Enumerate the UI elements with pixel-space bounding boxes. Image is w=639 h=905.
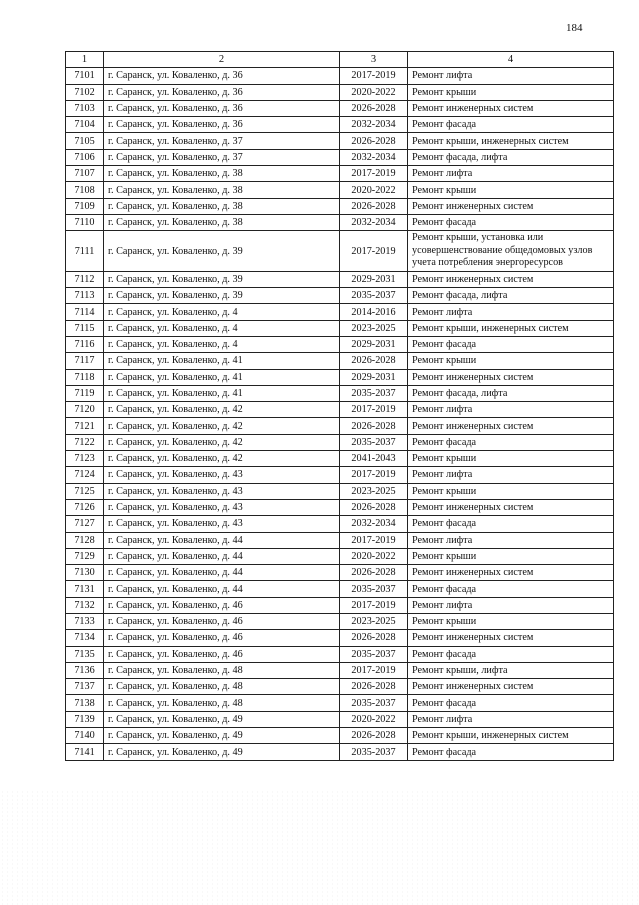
row-number-cell: 7116 (66, 336, 104, 352)
address-cell: г. Саранск, ул. Коваленко, д. 44 (104, 532, 340, 548)
table-row (66, 451, 614, 467)
period-cell: 2020-2022 (340, 84, 408, 100)
works-cell: Ремонт инженерных систем (408, 499, 614, 515)
works-cell: Ремонт крыши (408, 353, 614, 369)
table-row (66, 467, 614, 483)
row-number-cell: 7101 (66, 68, 104, 84)
row-number-cell: 7141 (66, 744, 104, 760)
row-number-cell: 7120 (66, 402, 104, 418)
address-cell: г. Саранск, ул. Коваленко, д. 36 (104, 100, 340, 116)
address-cell: г. Саранск, ул. Коваленко, д. 41 (104, 369, 340, 385)
period-cell: 2026-2028 (340, 565, 408, 581)
period-cell: 2032-2034 (340, 214, 408, 230)
period-cell: 2032-2034 (340, 117, 408, 133)
address-cell: г. Саранск, ул. Коваленко, д. 41 (104, 353, 340, 369)
row-number-cell: 7133 (66, 614, 104, 630)
row-number-cell: 7111 (66, 231, 104, 272)
row-number-cell: 7128 (66, 532, 104, 548)
period-cell: 2029-2031 (340, 336, 408, 352)
row-number-cell: 7122 (66, 434, 104, 450)
works-cell: Ремонт крыши, инженерных систем (408, 133, 614, 149)
table-row (66, 499, 614, 515)
works-cell: Ремонт крыши, лифта (408, 662, 614, 678)
works-cell: Ремонт инженерных систем (408, 418, 614, 434)
works-cell: Ремонт инженерных систем (408, 565, 614, 581)
scan-noise (0, 790, 639, 905)
works-cell: Ремонт крыши, инженерных систем (408, 320, 614, 336)
row-number-cell: 7106 (66, 149, 104, 165)
period-cell: 2035-2037 (340, 695, 408, 711)
address-cell: г. Саранск, ул. Коваленко, д. 4 (104, 320, 340, 336)
address-cell: г. Саранск, ул. Коваленко, д. 42 (104, 418, 340, 434)
address-cell: г. Саранск, ул. Коваленко, д. 39 (104, 231, 340, 272)
address-cell: г. Саранск, ул. Коваленко, д. 43 (104, 467, 340, 483)
table-row (66, 711, 614, 727)
period-cell: 2026-2028 (340, 630, 408, 646)
works-cell: Ремонт крыши (408, 548, 614, 564)
table-row (66, 198, 614, 214)
header-row (66, 52, 614, 68)
period-cell: 2035-2037 (340, 744, 408, 760)
period-cell: 2029-2031 (340, 369, 408, 385)
row-number-cell: 7115 (66, 320, 104, 336)
address-cell: г. Саранск, ул. Коваленко, д. 42 (104, 434, 340, 450)
period-cell: 2032-2034 (340, 516, 408, 532)
period-cell: 2041-2043 (340, 451, 408, 467)
row-number-cell: 7132 (66, 597, 104, 613)
works-cell: Ремонт крыши, инженерных систем (408, 728, 614, 744)
table-row (66, 434, 614, 450)
period-cell: 2017-2019 (340, 166, 408, 182)
address-cell: г. Саранск, ул. Коваленко, д. 36 (104, 68, 340, 84)
table-row (66, 597, 614, 613)
works-cell: Ремонт фасада, лифта (408, 288, 614, 304)
table-row (66, 614, 614, 630)
table-body (66, 68, 614, 760)
period-cell: 2026-2028 (340, 353, 408, 369)
address-cell: г. Саранск, ул. Коваленко, д. 44 (104, 581, 340, 597)
works-cell: Ремонт фасада (408, 434, 614, 450)
address-cell: г. Саранск, ул. Коваленко, д. 44 (104, 565, 340, 581)
period-cell: 2026-2028 (340, 198, 408, 214)
address-cell: г. Саранск, ул. Коваленко, д. 36 (104, 84, 340, 100)
row-number-cell: 7114 (66, 304, 104, 320)
period-cell: 2032-2034 (340, 149, 408, 165)
address-cell: г. Саранск, ул. Коваленко, д. 38 (104, 214, 340, 230)
page-number: 184 (566, 22, 583, 34)
period-cell: 2026-2028 (340, 418, 408, 434)
works-cell: Ремонт фасада (408, 117, 614, 133)
address-cell: г. Саранск, ул. Коваленко, д. 42 (104, 402, 340, 418)
period-cell: 2035-2037 (340, 434, 408, 450)
works-cell: Ремонт инженерных систем (408, 369, 614, 385)
address-cell: г. Саранск, ул. Коваленко, д. 38 (104, 182, 340, 198)
works-cell: Ремонт лифта (408, 597, 614, 613)
table-row (66, 320, 614, 336)
row-number-cell: 7139 (66, 711, 104, 727)
works-cell: Ремонт фасада (408, 646, 614, 662)
works-cell: Ремонт лифта (408, 532, 614, 548)
period-cell: 2035-2037 (340, 385, 408, 401)
row-number-cell: 7140 (66, 728, 104, 744)
period-cell: 2029-2031 (340, 271, 408, 287)
address-cell: г. Саранск, ул. Коваленко, д. 46 (104, 646, 340, 662)
works-cell: Ремонт крыши (408, 182, 614, 198)
table-row (66, 418, 614, 434)
address-cell: г. Саранск, ул. Коваленко, д. 4 (104, 336, 340, 352)
period-cell: 2026-2028 (340, 133, 408, 149)
works-cell: Ремонт лифта (408, 166, 614, 182)
works-cell: Ремонт фасада (408, 214, 614, 230)
address-cell: г. Саранск, ул. Коваленко, д. 38 (104, 166, 340, 182)
row-number-cell: 7136 (66, 662, 104, 678)
row-number-cell: 7109 (66, 198, 104, 214)
table-row (66, 166, 614, 182)
table-row (66, 353, 614, 369)
address-cell: г. Саранск, ул. Коваленко, д. 46 (104, 614, 340, 630)
table-row (66, 679, 614, 695)
header-col-2: 2 (104, 52, 340, 68)
row-number-cell: 7137 (66, 679, 104, 695)
works-cell: Ремонт лифта (408, 304, 614, 320)
table-row (66, 68, 614, 84)
table-row (66, 630, 614, 646)
works-cell: Ремонт крыши, установка или усовершенствование общедомовых узлов учета потребления энергоресурсов (408, 231, 614, 272)
works-cell: Ремонт крыши (408, 451, 614, 467)
row-number-cell: 7104 (66, 117, 104, 133)
works-cell: Ремонт инженерных систем (408, 630, 614, 646)
works-cell: Ремонт инженерных систем (408, 679, 614, 695)
table-row (66, 532, 614, 548)
table-row (66, 100, 614, 116)
works-cell: Ремонт инженерных систем (408, 100, 614, 116)
period-cell: 2014-2016 (340, 304, 408, 320)
address-cell: г. Саранск, ул. Коваленко, д. 43 (104, 516, 340, 532)
period-cell: 2023-2025 (340, 483, 408, 499)
address-cell: г. Саранск, ул. Коваленко, д. 46 (104, 597, 340, 613)
row-number-cell: 7105 (66, 133, 104, 149)
table-row (66, 402, 614, 418)
table-row (66, 84, 614, 100)
table-row (66, 336, 614, 352)
row-number-cell: 7118 (66, 369, 104, 385)
table-row (66, 182, 614, 198)
period-cell: 2017-2019 (340, 597, 408, 613)
works-cell: Ремонт крыши (408, 483, 614, 499)
period-cell: 2026-2028 (340, 100, 408, 116)
row-number-cell: 7123 (66, 451, 104, 467)
period-cell: 2035-2037 (340, 581, 408, 597)
row-number-cell: 7119 (66, 385, 104, 401)
row-number-cell: 7110 (66, 214, 104, 230)
address-cell: г. Саранск, ул. Коваленко, д. 43 (104, 499, 340, 515)
row-number-cell: 7129 (66, 548, 104, 564)
period-cell: 2026-2028 (340, 499, 408, 515)
table-row (66, 581, 614, 597)
table-row (66, 565, 614, 581)
row-number-cell: 7112 (66, 271, 104, 287)
row-number-cell: 7124 (66, 467, 104, 483)
period-cell: 2017-2019 (340, 467, 408, 483)
address-cell: г. Саранск, ул. Коваленко, д. 49 (104, 711, 340, 727)
row-number-cell: 7108 (66, 182, 104, 198)
header-col-1: 1 (66, 52, 104, 68)
table-row (66, 288, 614, 304)
table-row (66, 646, 614, 662)
row-number-cell: 7121 (66, 418, 104, 434)
period-cell: 2035-2037 (340, 646, 408, 662)
address-cell: г. Саранск, ул. Коваленко, д. 48 (104, 695, 340, 711)
period-cell: 2020-2022 (340, 711, 408, 727)
period-cell: 2020-2022 (340, 548, 408, 564)
address-cell: г. Саранск, ул. Коваленко, д. 36 (104, 117, 340, 133)
row-number-cell: 7135 (66, 646, 104, 662)
works-cell: Ремонт лифта (408, 467, 614, 483)
address-cell: г. Саранск, ул. Коваленко, д. 44 (104, 548, 340, 564)
works-cell: Ремонт лифта (408, 402, 614, 418)
address-cell: г. Саранск, ул. Коваленко, д. 48 (104, 679, 340, 695)
table-row (66, 728, 614, 744)
table-row (66, 369, 614, 385)
table-row (66, 695, 614, 711)
period-cell: 2017-2019 (340, 402, 408, 418)
works-cell: Ремонт лифта (408, 68, 614, 84)
address-cell: г. Саранск, ул. Коваленко, д. 49 (104, 728, 340, 744)
works-cell: Ремонт фасада, лифта (408, 385, 614, 401)
address-cell: г. Саранск, ул. Коваленко, д. 37 (104, 133, 340, 149)
row-number-cell: 7138 (66, 695, 104, 711)
period-cell: 2017-2019 (340, 231, 408, 272)
address-cell: г. Саранск, ул. Коваленко, д. 43 (104, 483, 340, 499)
capital-repair-table (65, 51, 614, 761)
address-cell: г. Саранск, ул. Коваленко, д. 4 (104, 304, 340, 320)
row-number-cell: 7113 (66, 288, 104, 304)
period-cell: 2020-2022 (340, 182, 408, 198)
works-cell: Ремонт инженерных систем (408, 198, 614, 214)
table-row (66, 516, 614, 532)
table-row (66, 744, 614, 760)
row-number-cell: 7134 (66, 630, 104, 646)
works-cell: Ремонт фасада (408, 695, 614, 711)
address-cell: г. Саранск, ул. Коваленко, д. 48 (104, 662, 340, 678)
header-col-4: 4 (408, 52, 614, 68)
period-cell: 2023-2025 (340, 320, 408, 336)
period-cell: 2026-2028 (340, 679, 408, 695)
address-cell: г. Саранск, ул. Коваленко, д. 38 (104, 198, 340, 214)
table-header (66, 52, 614, 68)
address-cell: г. Саранск, ул. Коваленко, д. 39 (104, 271, 340, 287)
table-row (66, 149, 614, 165)
works-cell: Ремонт крыши (408, 614, 614, 630)
header-col-3: 3 (340, 52, 408, 68)
address-cell: г. Саранск, ул. Коваленко, д. 37 (104, 149, 340, 165)
row-number-cell: 7125 (66, 483, 104, 499)
table-row (66, 231, 614, 272)
period-cell: 2035-2037 (340, 288, 408, 304)
period-cell: 2017-2019 (340, 532, 408, 548)
table-row (66, 214, 614, 230)
table-row (66, 133, 614, 149)
period-cell: 2017-2019 (340, 662, 408, 678)
works-cell: Ремонт лифта (408, 711, 614, 727)
row-number-cell: 7117 (66, 353, 104, 369)
table-row (66, 662, 614, 678)
row-number-cell: 7107 (66, 166, 104, 182)
works-cell: Ремонт фасада (408, 744, 614, 760)
address-cell: г. Саранск, ул. Коваленко, д. 41 (104, 385, 340, 401)
table-row (66, 385, 614, 401)
works-cell: Ремонт фасада (408, 581, 614, 597)
row-number-cell: 7102 (66, 84, 104, 100)
period-cell: 2017-2019 (340, 68, 408, 84)
works-cell: Ремонт фасада, лифта (408, 149, 614, 165)
works-cell: Ремонт инженерных систем (408, 271, 614, 287)
address-cell: г. Саранск, ул. Коваленко, д. 46 (104, 630, 340, 646)
table-row (66, 117, 614, 133)
table-row (66, 271, 614, 287)
address-cell: г. Саранск, ул. Коваленко, д. 49 (104, 744, 340, 760)
period-cell: 2023-2025 (340, 614, 408, 630)
address-cell: г. Саранск, ул. Коваленко, д. 39 (104, 288, 340, 304)
works-cell: Ремонт фасада (408, 336, 614, 352)
table-row (66, 304, 614, 320)
works-cell: Ремонт крыши (408, 84, 614, 100)
row-number-cell: 7127 (66, 516, 104, 532)
period-cell: 2026-2028 (340, 728, 408, 744)
address-cell: г. Саранск, ул. Коваленко, д. 42 (104, 451, 340, 467)
row-number-cell: 7126 (66, 499, 104, 515)
works-cell: Ремонт фасада (408, 516, 614, 532)
row-number-cell: 7130 (66, 565, 104, 581)
table-row (66, 483, 614, 499)
row-number-cell: 7131 (66, 581, 104, 597)
row-number-cell: 7103 (66, 100, 104, 116)
table-row (66, 548, 614, 564)
